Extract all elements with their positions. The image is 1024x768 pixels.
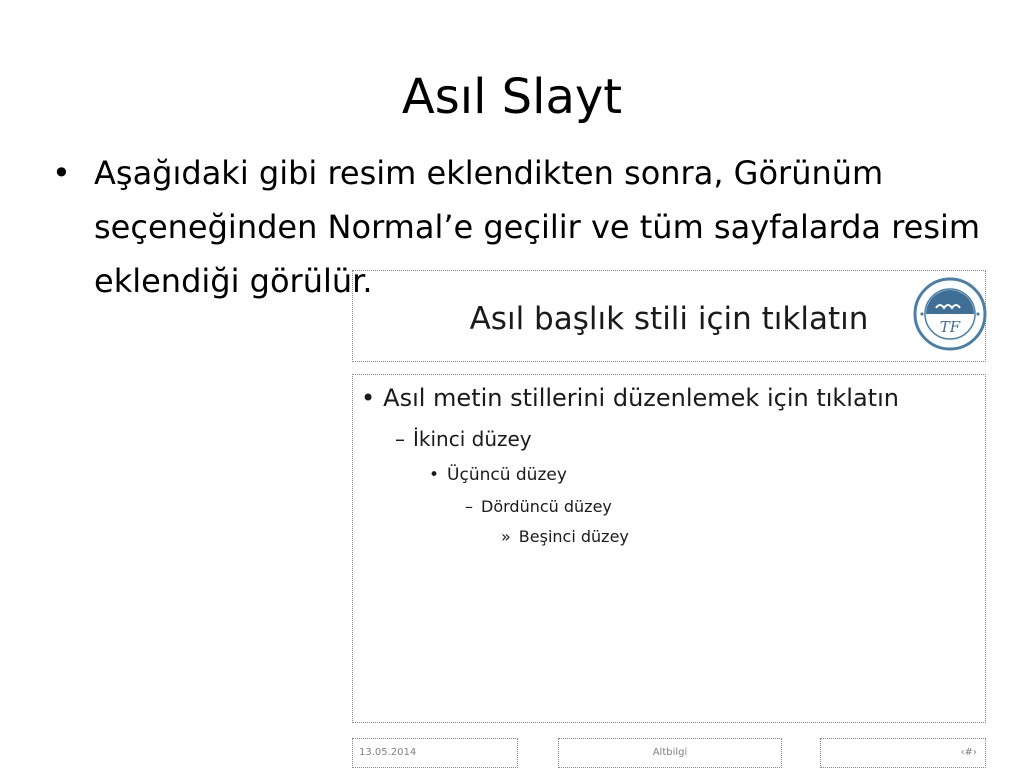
text-level-5 [501,525,629,549]
content-bullet [52,146,992,308]
title-placeholder-text: Asıl başlık stili için tıklatın [469,301,869,337]
bullet-marker: • [52,154,71,192]
level-2-marker: – [395,427,405,451]
level-3-marker: • [429,465,440,485]
level-5-marker: » [501,527,511,546]
text-level-2 [395,425,532,453]
level-1-marker: • [361,384,376,412]
level-2-text: İkinci düzey [413,427,532,451]
text-level-4 [465,495,612,519]
level-5-text: Beşinci düzey [518,527,629,546]
slide-title: Asıl Slayt [401,69,623,125]
level-1-text: Asıl metin stillerini düzenlemek için tıklatın [383,384,899,412]
level-4-text: Dördüncü düzey [481,497,612,516]
level-3-text: Üçüncü düzey [447,465,567,485]
text-level-3 [429,463,567,487]
slide-number-placeholder: ‹#› [820,738,986,768]
level-4-marker: – [465,497,473,516]
date-placeholder: 13.05.2014 [352,738,518,768]
logo-initials: TF [939,318,961,336]
footer-placeholder: Altbilgi [558,738,782,768]
text-level-1 [361,383,899,413]
slide-master-preview-image [352,270,986,768]
bullet-text: Aşağıdaki gibi resim eklendikten sonra, Görünüm seçeneğinden Normal’e geçilir ve tüm sayfalarda resim eklendiği görülür. [94,154,981,300]
body-placeholder [352,374,986,723]
